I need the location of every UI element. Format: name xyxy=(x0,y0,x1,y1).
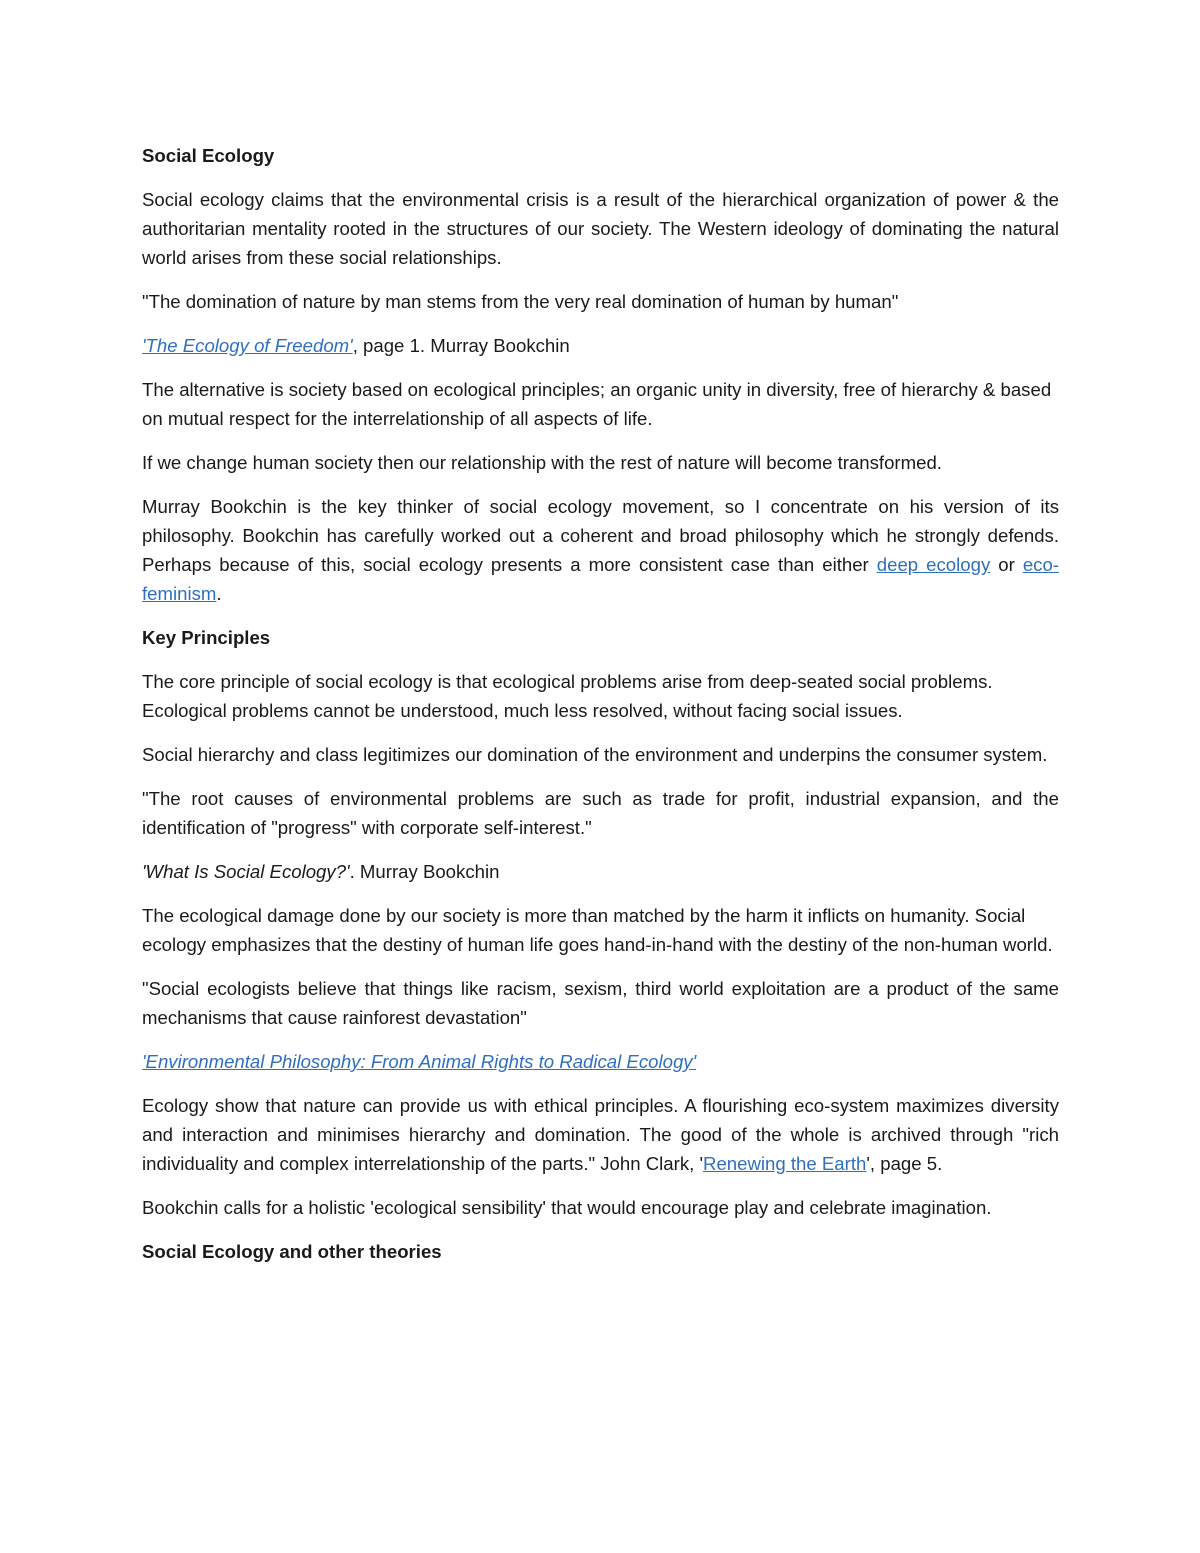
paragraph-bookchin-or: or xyxy=(990,554,1023,575)
citation-author: . Murray Bookchin xyxy=(349,861,500,882)
citation-environmental-philosophy xyxy=(142,1047,1059,1076)
citation-ecology-of-freedom xyxy=(142,331,1059,360)
paragraph-bookchin-text: Murray Bookchin is the key thinker of social ecology movement, so I concentrate on his version of its philosophy. Bookchin has carefully worked out a coherent and broad philosophy which he strongly defends. Perhaps because of this, social ecology presents a more consistent case than either xyxy=(142,496,1059,575)
paragraph-bookchin xyxy=(142,492,1059,608)
paragraph-transform: If we change human society then our relationship with the rest of nature will become transformed. xyxy=(142,452,942,473)
paragraph-ethics-end: ', page 5. xyxy=(866,1153,943,1174)
paragraph-ethics xyxy=(142,1091,1059,1178)
paragraph-hierarchy: Social hierarchy and class legitimizes our domination of the environment and underpins the consumer system. xyxy=(142,744,1048,765)
link-deep-ecology[interactable]: deep ecology xyxy=(876,554,991,575)
paragraph-intro: Social ecology claims that the environmental crisis is a result of the hierarchical organization of power & the authoritarian mentality rooted in the structures of our society. The Western ideology of dominating the natural world arises from these social relationships. xyxy=(142,189,1059,268)
paragraph-damage: The ecological damage done by our society is more than matched by the harm it inflicts on humanity. Social ecology emphasizes that the destiny of human life goes hand-in-hand with the destiny of the non-human world. xyxy=(142,905,1053,955)
paragraph-sensibility: Bookchin calls for a holistic 'ecological sensibility' that would encourage play and celebrate imagination. xyxy=(142,1197,992,1218)
paragraph-bookchin-end: . xyxy=(216,583,222,604)
link-ecology-of-freedom[interactable]: 'The Ecology of Freedom' xyxy=(142,335,353,356)
citation-title: 'What Is Social Ecology?' xyxy=(142,861,350,882)
link-eco-feminism[interactable]: eco-feminism xyxy=(142,554,1059,604)
document-body xyxy=(142,141,1059,1281)
paragraph-alternative: The alternative is society based on ecological principles; an organic unity in diversity, free of hierarchy & based on mutual respect for the interrelationship of all aspects of life. xyxy=(142,379,1052,429)
quote-social-ecologists: "Social ecologists believe that things like racism, sexism, third world exploitation are a product of the same mechanisms that cause rainforest devastation" xyxy=(142,978,1059,1028)
quote-root-causes: "The root causes of environmental problems are such as trade for profit, industrial expansion, and the identification of "progress" with corporate self-interest." xyxy=(142,788,1059,838)
citation-rest: , page 1. Murray Bookchin xyxy=(352,335,570,356)
link-environmental-philosophy[interactable]: 'Environmental Philosophy: From Animal Rights to Radical Ecology' xyxy=(142,1051,697,1072)
quote-domination: "The domination of nature by man stems from the very real domination of human by human" xyxy=(142,291,899,312)
link-renewing-the-earth[interactable]: Renewing the Earth xyxy=(703,1153,867,1174)
heading-other-theories: Social Ecology and other theories xyxy=(142,1241,442,1262)
citation-what-is-social-ecology xyxy=(142,857,1059,886)
document-title: Social Ecology xyxy=(142,145,275,166)
paragraph-core-principle: The core principle of social ecology is that ecological problems arise from deep-seated social problems. Ecological problems cannot be understood, much less resolved, without facing social issues. xyxy=(142,671,993,721)
heading-key-principles: Key Principles xyxy=(142,627,271,648)
paragraph-ethics-text: Ecology show that nature can provide us with ethical principles. A flourishing eco-system maximizes diversity and interaction and minimises hierarchy and domination. The good of the whole is archived through "rich individuality and complex interrelationship of the parts." John Clark, ' xyxy=(142,1095,1059,1174)
